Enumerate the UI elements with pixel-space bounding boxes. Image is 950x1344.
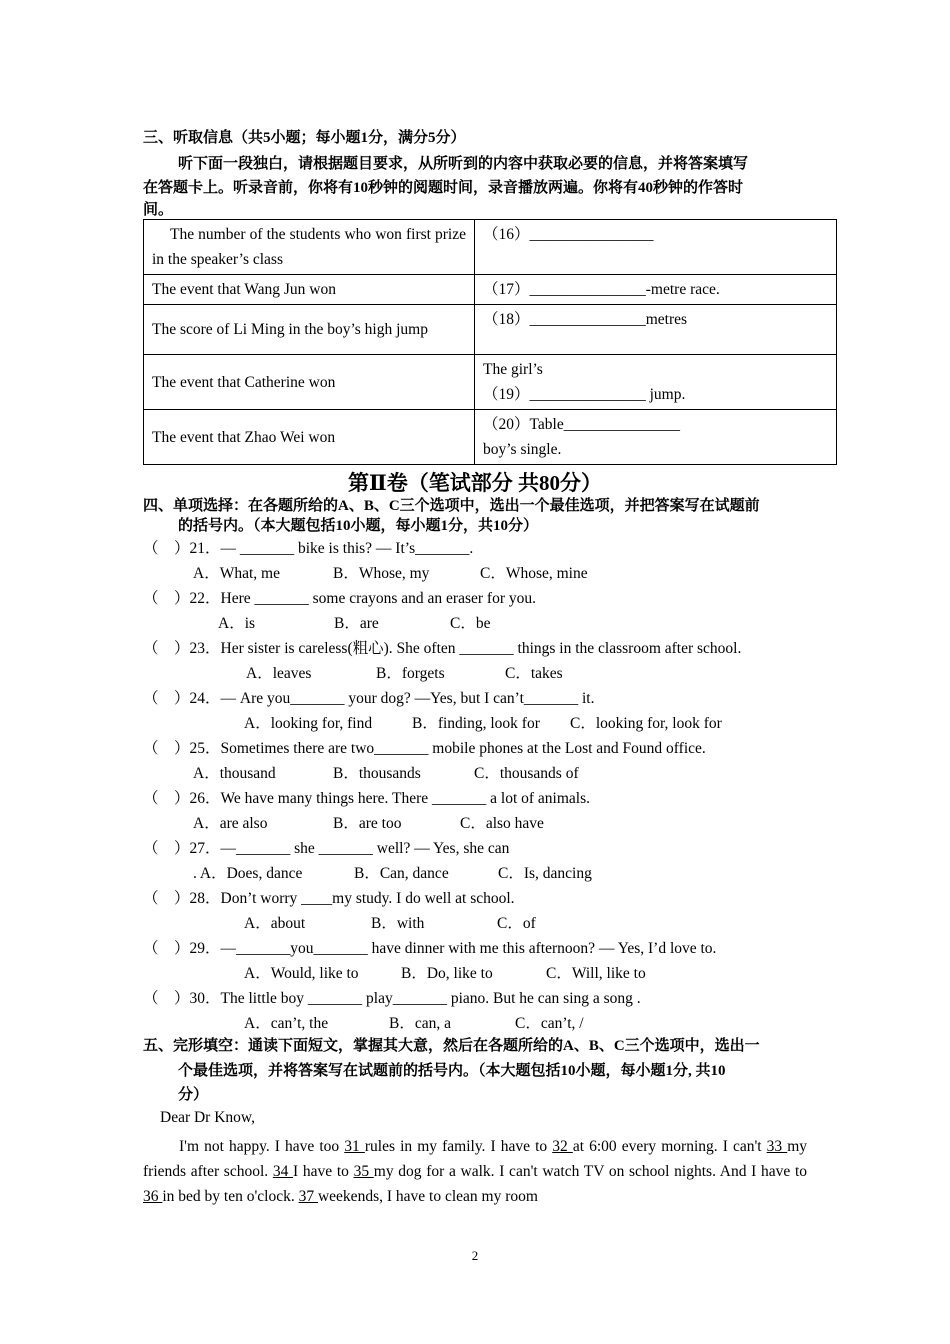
table-cell-right xyxy=(475,305,837,355)
table-row xyxy=(144,305,837,355)
listening-table xyxy=(143,219,837,465)
question-21: （ ）21．— _______ bike is this? — It’s_______. xyxy=(143,540,474,557)
passage-text: my friends after school. xyxy=(143,1138,808,1180)
option-21-b: B．Whose, my xyxy=(333,565,430,582)
section3-title: 三、听取信息（共5小题；每小题1分，满分5分） xyxy=(143,130,466,146)
question-23: （ ）23．Her sister is careless(粗心). She often _______ things in the classroom after school. xyxy=(143,640,742,657)
question-24: （ ）24．— Are you_______ your dog? —Yes, but I can’t_______ it. xyxy=(143,690,595,707)
option-29-b: B．Do, like to xyxy=(401,965,493,982)
answer-16: （16）________________ xyxy=(483,226,654,243)
part2-title: 第Ⅱ卷（笔试部分 共80分） xyxy=(348,471,602,495)
option-23-b: B．forgets xyxy=(376,665,445,682)
section3-instruction-3: 间。 xyxy=(143,202,174,218)
answer-19-prefix: The girl’s xyxy=(483,361,543,378)
option-23-a: A．leaves xyxy=(246,665,312,682)
question-27: （ ）27．—_______ she _______ well? — Yes, she can xyxy=(143,840,510,857)
option-27-b: B．Can, dance xyxy=(354,865,449,882)
option-24-a: A．looking for, find xyxy=(244,715,373,732)
table-cell-right xyxy=(475,275,837,305)
blank-36: 36 xyxy=(143,1188,163,1205)
question-26: （ ）26．We have many things here. There _______ a lot of animals. xyxy=(143,790,591,807)
option-25-b: B．thousands xyxy=(333,765,421,782)
option-24-c: C．looking for, look for xyxy=(570,715,722,732)
blank-35: 35 xyxy=(353,1163,374,1180)
question-22: （ ）22．Here _______ some crayons and an eraser for you. xyxy=(143,590,536,607)
option-26-b: B．are too xyxy=(333,815,402,832)
table-cell-right xyxy=(475,220,837,275)
answer-19: （19）_______________ jump. xyxy=(483,386,686,403)
option-25-a: A．thousand xyxy=(193,765,276,782)
question-30: （ ）30．The little boy _______ play_______ piano. But he can sing a song . xyxy=(143,990,641,1007)
section3-instruction-2: 在答题卡上。听录音前，你将有10秒钟的阅题时间，录音播放两遍。你将有40秒钟的作答时 xyxy=(143,180,744,196)
option-27-a: . A．Does, dance xyxy=(193,865,303,882)
option-21-c: C．Whose, mine xyxy=(480,565,588,582)
option-29-c: C．Will, like to xyxy=(546,965,646,982)
question-28: （ ）28．Don’t worry ____my study. I do well at school. xyxy=(143,890,515,907)
table-cell-left: The event that Catherine won xyxy=(144,355,475,410)
question-25: （ ）25．Sometimes there are two_______ mobile phones at the Lost and Found office. xyxy=(143,740,706,757)
section4-title-1: 四、单项选择：在各题所给的A、B、C三个选项中，选出一个最佳选项，并把答案写在试题前 xyxy=(143,498,760,514)
section5-title-1: 五、完形填空：通读下面短文，掌握其大意，然后在各题所给的A、B、C三个选项中，选出一 xyxy=(143,1038,760,1054)
blank-33: 33 xyxy=(766,1138,788,1155)
answer-17: （17）_______________-metre race. xyxy=(483,281,720,298)
cloze-passage xyxy=(143,1134,807,1209)
page-number: 2 xyxy=(471,1248,479,1263)
table-row xyxy=(144,220,837,275)
passage-text: I have to xyxy=(293,1163,354,1180)
option-28-c: C．of xyxy=(497,915,536,932)
option-21-a: A．What, me xyxy=(193,565,280,582)
answer-20-suffix: boy’s single. xyxy=(483,441,562,458)
passage-text: weekends, I have to clean my room xyxy=(317,1188,538,1205)
table-cell-right xyxy=(475,410,837,465)
section4-title-2: 的括号内。（本大题包括10小题，每小题1分，共10分） xyxy=(178,518,539,534)
table-row xyxy=(144,355,837,410)
table-row xyxy=(144,275,837,305)
passage-text: rules in my family. I have to xyxy=(364,1138,553,1155)
option-26-a: A．are also xyxy=(193,815,268,832)
answer-18: （18）_______________metres xyxy=(483,311,688,328)
section5-title-3: 分） xyxy=(178,1087,209,1103)
option-22-b: B．are xyxy=(334,615,379,632)
passage-text: I'm not happy. I have too xyxy=(179,1138,340,1155)
table-row xyxy=(144,410,837,465)
option-22-c: C．be xyxy=(450,615,491,632)
table-cell-left: The score of Li Ming in the boy’s high jump xyxy=(144,305,475,355)
option-26-c: C．also have xyxy=(460,815,544,832)
blank-37: 37 xyxy=(298,1188,318,1205)
option-30-a: A．can’t, the xyxy=(244,1015,329,1032)
letter-greeting: Dear Dr Know, xyxy=(160,1109,255,1126)
blank-34: 34 xyxy=(272,1163,294,1180)
passage-text: in bed by ten o'clock. xyxy=(162,1188,299,1205)
option-24-b: B．finding, look for xyxy=(412,715,540,732)
option-30-b: B．can, a xyxy=(389,1015,451,1032)
option-23-c: C．takes xyxy=(505,665,563,682)
answer-20: （20）Table_______________ xyxy=(483,416,680,433)
section5-title-2: 个最佳选项，并将答案写在试题前的括号内。（本大题包括10小题，每小题1分, 共10 xyxy=(178,1063,726,1079)
table-cell-left: The number of the students who won first prize in the speaker’s class xyxy=(144,220,475,275)
blank-32: 32 xyxy=(552,1138,573,1155)
table-cell-left: The event that Wang Jun won xyxy=(144,275,475,305)
table-cell-left: The event that Zhao Wei won xyxy=(144,410,475,465)
passage-text: my dog for a walk. I can't watch TV on school nights. And I have to xyxy=(373,1163,808,1180)
option-29-a: A．Would, like to xyxy=(244,965,359,982)
question-29: （ ）29．—_______you_______ have dinner with me this afternoon? — Yes, I’d love to. xyxy=(143,940,717,957)
table-cell-right xyxy=(475,355,837,410)
option-30-c: C．can’t, / xyxy=(515,1015,584,1032)
option-22-a: A．is xyxy=(218,615,256,632)
option-25-c: C．thousands of xyxy=(474,765,579,782)
blank-31: 31 xyxy=(344,1138,365,1155)
option-28-a: A．about xyxy=(244,915,306,932)
option-28-b: B．with xyxy=(371,915,425,932)
section3-instruction-1: 听下面一段独白，请根据题目要求，从所听到的内容中获取必要的信息，并将答案填写 xyxy=(178,156,749,172)
passage-text: at 6:00 every morning. I can't xyxy=(572,1138,767,1155)
option-27-c: C．Is, dancing xyxy=(498,865,592,882)
